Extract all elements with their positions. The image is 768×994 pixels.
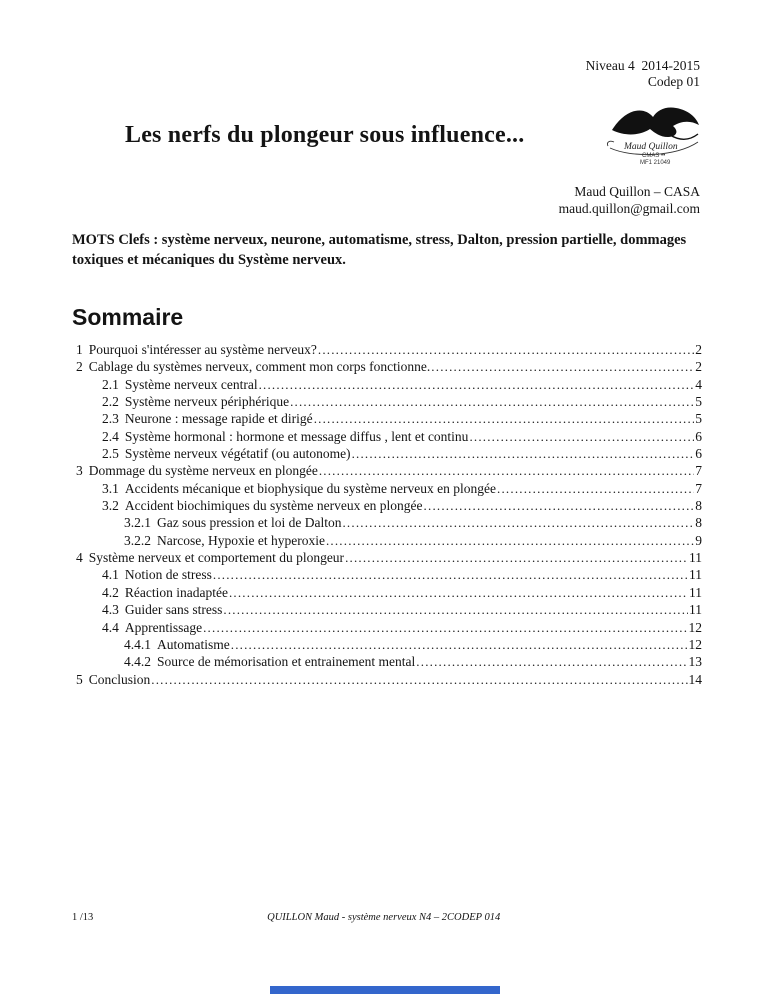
toc-entry[interactable] — [74, 549, 702, 566]
toc-entry[interactable] — [74, 584, 702, 601]
toc-entry[interactable] — [74, 341, 702, 358]
page-title: Les nerfs du plongeur sous influence... — [125, 122, 525, 148]
toc-dot-leader — [345, 549, 688, 566]
logo-mf1-text: MF1 21049 — [640, 160, 671, 166]
toc-dot-leader — [314, 410, 695, 427]
toc-entry[interactable] — [74, 393, 702, 410]
logo-cmas-text: CMAS •• — [642, 153, 666, 159]
toc-dot-leader — [213, 566, 688, 583]
footer-page-number: 1 /13 — [72, 912, 94, 923]
toc-entry-page: 2 — [695, 342, 702, 357]
toc-entry-number: 3 — [76, 463, 83, 479]
toc-dot-leader — [259, 376, 695, 393]
toc-entry-page: 11 — [689, 567, 702, 583]
toc-entry-page: 11 — [689, 550, 702, 566]
toc-dot-leader — [290, 393, 694, 410]
toc-entry-number: 4 — [76, 550, 83, 566]
header-codep: Codep 01 — [647, 74, 700, 89]
toc-entry[interactable] — [74, 636, 702, 653]
toc-entry-page: 6 — [695, 428, 702, 444]
toc-entry-page: 14 — [688, 671, 702, 687]
toc-entry-page: 12 — [688, 619, 702, 635]
toc-dot-leader — [318, 341, 694, 358]
toc-entry-page: 6 — [695, 446, 702, 462]
toc-entry[interactable] — [74, 566, 702, 583]
toc-dot-leader — [352, 445, 695, 462]
toc-entry-number: 4.1 — [102, 567, 119, 583]
toc-dot-leader — [223, 601, 688, 618]
toc-entry-number: 2.2 — [102, 394, 119, 410]
toc-entry[interactable] — [74, 376, 702, 393]
toc-entry-number: 3.2 — [102, 498, 119, 514]
toc-heading: Sommaire — [72, 304, 184, 330]
toc-entry-label: Système nerveux végétatif (ou autonome) — [124, 446, 351, 462]
toc-entry-label: Accident biochimiques du système nerveux en plongée — [124, 498, 423, 514]
toc-entry[interactable] — [74, 601, 702, 618]
toc-dot-leader — [326, 532, 694, 549]
toc-entry[interactable] — [74, 671, 702, 688]
toc-entry[interactable] — [74, 445, 702, 462]
toc-entry-page: 7 — [695, 480, 702, 496]
toc-entry-number: 4.3 — [102, 602, 119, 618]
toc-dot-leader — [319, 462, 694, 479]
toc-entry-number: 4.4.1 — [124, 636, 151, 652]
toc-entry[interactable] — [74, 497, 702, 514]
toc-entry-number: 3.2.2 — [124, 532, 151, 548]
toc-entry-label: Notion de stress — [124, 567, 212, 583]
toc-entry-page: 9 — [695, 532, 702, 548]
toc-entry-number: 3.2.1 — [124, 515, 151, 531]
toc-entry-page: 13 — [688, 654, 702, 670]
toc-entry-label: Source de mémorisation et entrainement mental — [157, 654, 416, 670]
page-header — [0, 58, 700, 90]
toc-entry-page: 11 — [689, 584, 702, 600]
title-row — [0, 100, 768, 172]
logo-name-text: Maud Quillon — [624, 142, 678, 152]
bottom-progress-bar — [270, 986, 500, 994]
toc-entry-number: 2.1 — [102, 376, 119, 392]
toc-entry-page: 11 — [689, 602, 702, 618]
toc-dot-leader — [231, 636, 688, 653]
toc-entry-number: 4.4.2 — [124, 654, 151, 670]
toc-entry-number: 4.2 — [102, 584, 119, 600]
toc-entry-number: 5 — [76, 671, 83, 687]
toc-entry-number: 2 — [76, 359, 83, 375]
toc-entry-label: Guider sans stress — [124, 602, 223, 618]
author-name: Maud Quillon – CASA — [574, 184, 700, 199]
toc-entry-label: Neurone : message rapide et dirigé — [124, 411, 313, 427]
manta-ray-logo — [598, 100, 704, 166]
toc-entry-page: 8 — [695, 515, 702, 531]
toc-entry-label: Apprentissage — [124, 619, 203, 635]
keywords-paragraph: MOTS Clefs : système nerveux, neurone, automatisme, stress, Dalton, pression partielle, dommages toxiques et mécaniques du Système nerveux. — [72, 232, 687, 268]
toc-entry-number: 2.3 — [102, 411, 119, 427]
toc-dot-leader — [431, 358, 694, 375]
toc-dot-leader — [342, 514, 694, 531]
header-level-year: Niveau 4 2014-2015 — [585, 58, 700, 73]
toc-entry-label: Automatisme — [157, 636, 230, 652]
toc-entry-page: 5 — [695, 411, 702, 427]
toc-entry-number: 3.1 — [102, 480, 119, 496]
page-footer — [72, 912, 700, 926]
toc-entry[interactable] — [74, 653, 702, 670]
author-block — [0, 184, 700, 217]
toc-dot-leader — [203, 619, 687, 636]
toc-entry-page: 7 — [695, 463, 702, 479]
toc-entry-label: Système nerveux central — [124, 376, 258, 392]
toc-entry-number: 2.5 — [102, 446, 119, 462]
toc-entry-label: Conclusion — [88, 671, 151, 687]
author-email[interactable]: maud.quillon@gmail.com — [558, 200, 700, 216]
toc-entry-label: Système nerveux périphérique — [124, 394, 290, 410]
footer-document-reference: QUILLON Maud - système nerveux N4 – 2CODEP 014 — [267, 912, 501, 923]
toc-entry-page: 4 — [695, 376, 702, 392]
toc-entry-page: 2 — [695, 359, 702, 375]
toc-dot-leader — [497, 480, 694, 497]
toc-entry-label: Dommage du système nerveux en plongée — [88, 463, 318, 479]
toc-entry[interactable] — [74, 480, 702, 497]
toc-entry-label: Pourquoi s'intéresser au système nerveux? — [88, 342, 317, 357]
toc-entry-label: Réaction inadaptée — [124, 584, 228, 600]
manta-ray-icon — [612, 107, 699, 137]
toc-entry-number: 4.4 — [102, 619, 119, 635]
toc-entry-page: 12 — [688, 636, 702, 652]
toc-entry-label: Système hormonal : hormone et message diffus , lent et continu — [124, 428, 469, 444]
toc-entry[interactable] — [74, 428, 702, 445]
toc-dot-leader — [424, 497, 695, 514]
toc-entry-page: 5 — [695, 394, 702, 410]
toc-entry[interactable] — [74, 462, 702, 479]
table-of-contents — [74, 341, 702, 688]
toc-entry-page: 8 — [695, 498, 702, 514]
toc-entry-label: Narcose, Hypoxie et hyperoxie — [157, 532, 325, 548]
toc-entry-number: 2.4 — [102, 428, 119, 444]
toc-dot-leader — [416, 653, 687, 670]
toc-entry[interactable] — [74, 532, 702, 549]
toc-entry[interactable] — [74, 358, 702, 375]
toc-entry[interactable] — [74, 619, 702, 636]
toc-dot-leader — [469, 428, 694, 445]
toc-dot-leader — [229, 584, 688, 601]
toc-entry-label: Gaz sous pression et loi de Dalton — [157, 515, 342, 531]
toc-entry-label: Système nerveux et comportement du plongeur — [88, 550, 345, 566]
toc-dot-leader — [151, 671, 687, 688]
toc-entry[interactable] — [74, 410, 702, 427]
toc-entry-label: Cablage du systèmes nerveux, comment mon corps fonctionne. — [88, 359, 431, 375]
toc-entry-label: Accidents mécanique et biophysique du système nerveux en plongée — [124, 480, 497, 496]
toc-entry-number: 1 — [76, 342, 83, 357]
toc-entry[interactable] — [74, 514, 702, 531]
